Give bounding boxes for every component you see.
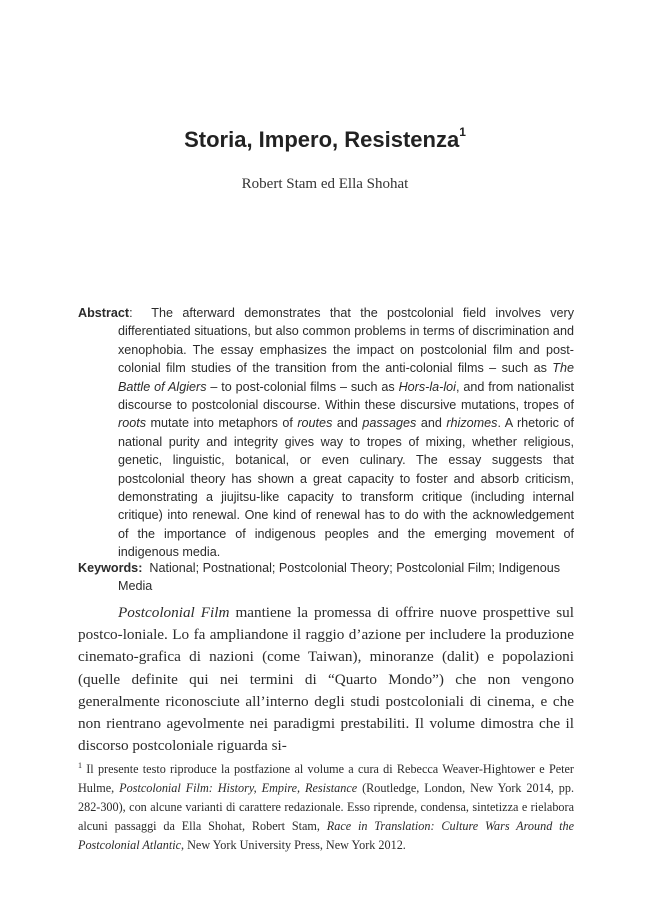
- keywords-label: Keywords:: [78, 561, 143, 575]
- abstract-term-rhizomes: rhizomes: [446, 416, 498, 431]
- footnote: [78, 757, 574, 855]
- abstract-text-7: . A rhetoric of national purity and integrity gives way to tropes of mixing, whether religious, genetic, linguistic, botanical, or even culinary. The essay suggests that postcolonial theory has shown a great capacity to foster and absorb criticism, demonstrating a jiujitsu-like capacity to transform critique (including internal critique) into renewal. One kind of renewal has to do with the acknowledgement of the importance of indigenous peoples and the emerging movement of indigenous media.: [118, 416, 574, 560]
- body-paragraph: [78, 602, 574, 757]
- abstract-text-3: , and from nationalist discourse to postcolonial discourse. Within these discursive mutations, tropes of: [118, 379, 575, 413]
- footnote-book-1: Postcolonial Film: History, Empire, Resistance: [119, 780, 358, 795]
- abstract-label: Abstract: [78, 306, 130, 320]
- abstract-film-1: The Battle of Algiers: [118, 361, 574, 394]
- body-text: mantiene la promessa di offrire nuove prospettive sul postco-loniale. Lo fa ampliandone il raggio d’azione per includere la produzione cinemato-grafica di nazioni (come Taiwan), minoranze (dalit) e popolazioni (quelle definite qui nei termini di “Quarto Mondo”) che non vengono generalmente riconosciute all’interno degli studi postcoloniali di cinema, e che non rientrano agevolmente nei paradigmi prestabiliti. Il volume dimostra che il discorso postcoloniale riguarda si-: [78, 604, 574, 755]
- abstract-text-1: The afterward demonstrates that the postcolonial field involves very differentiated situations, but also common problems in terms of discrimination and xenophobia. The essay emphasizes the impact on postcolonial film and post-colonial film studies of the transition from the anti-colonial films – such as: [118, 306, 575, 376]
- title-text: Storia, Impero, Resistenza: [184, 127, 460, 152]
- footnote-marker: 1: [78, 761, 82, 770]
- footnote-text-1: Il presente testo riproduce la postfazione al volume a cura di Rebecca Weaver-Hightower e Peter Hulme,: [78, 762, 574, 795]
- article-authors: Robert Stam ed Ella Shohat: [241, 176, 409, 192]
- footnote-text-3: , New York University Press, New York 2012.: [181, 837, 406, 852]
- abstract-text-2: – to post-colonial films – such as: [206, 379, 399, 394]
- abstract-label-separator: :: [129, 306, 133, 320]
- keywords: [78, 559, 574, 596]
- footnote-text-2: (Routledge, London, New York 2014, pp. 282-300), con alcune varianti di carattere redazionale. Esso riprende, condensa, sintetizza e rielabora alcuni passaggi da Ella Shohat, Robert Stam,: [78, 780, 575, 833]
- abstract-film-2: Hors-la-loi: [398, 379, 456, 394]
- footnote-book-2: Race in Translation: Culture Wars Around the Postcolonial Atlantic: [78, 818, 574, 852]
- abstract-text-5: and: [332, 416, 363, 431]
- abstract-text-4: mutate into metaphors of: [146, 416, 298, 431]
- keywords-text: National; Postnational; Postcolonial Theory; Postcolonial Film; Indigenous Media: [118, 561, 561, 594]
- body-book-title: Postcolonial Film: [118, 604, 230, 621]
- title-footnote-marker[interactable]: 1: [459, 124, 466, 139]
- article-title: [0, 124, 650, 153]
- abstract-text-6: and: [416, 416, 447, 431]
- abstract-term-routes: routes: [297, 416, 333, 431]
- abstract-term-passages: passages: [362, 416, 417, 431]
- abstract: [78, 304, 574, 562]
- abstract-term-roots: roots: [118, 416, 146, 431]
